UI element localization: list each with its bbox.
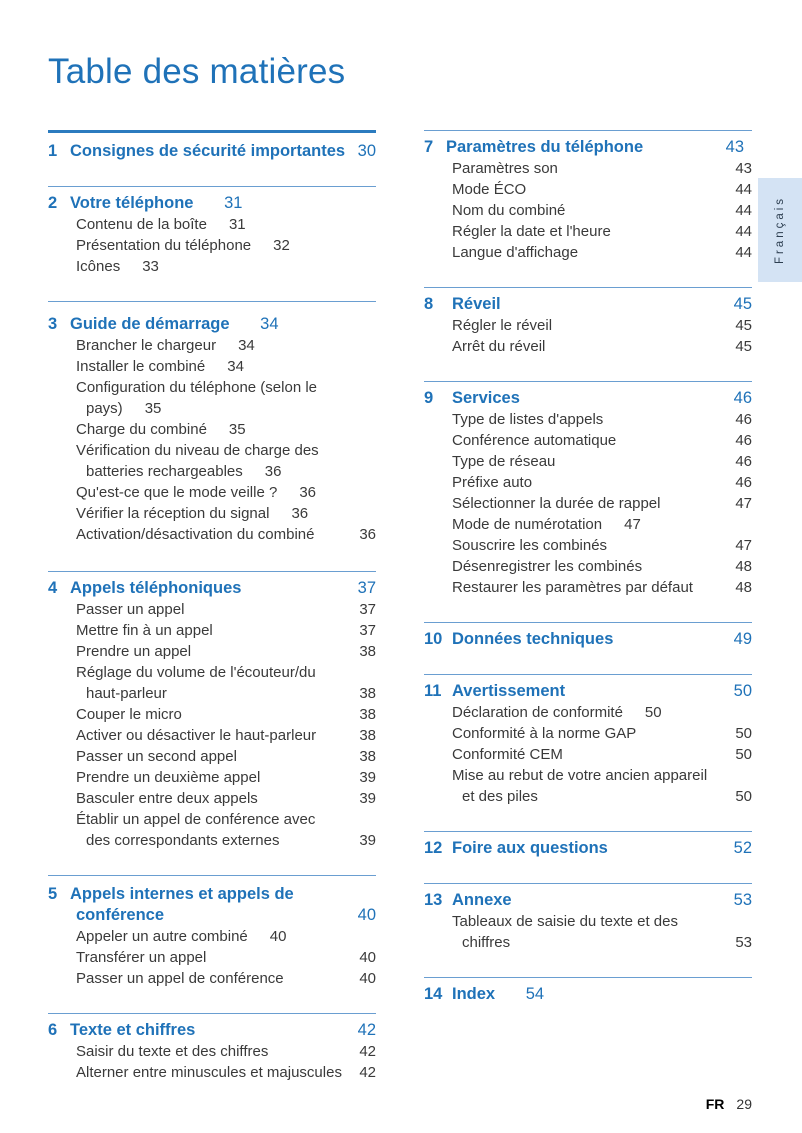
toc-entry[interactable]: Transférer un appel 40 xyxy=(76,949,376,966)
toc-entry[interactable]: Réglage du volume de l'écouteur/du haut-parleur 38 xyxy=(76,664,376,702)
toc-entry[interactable]: Type de listes d'appels 46 xyxy=(452,411,752,428)
toc-section-14 xyxy=(424,977,752,1005)
section-heading[interactable] xyxy=(424,890,752,911)
section-page: 37 xyxy=(357,579,376,597)
section-heading[interactable] xyxy=(424,137,752,158)
toc-entry[interactable]: Qu'est-ce que le mode veille ? 36 xyxy=(76,484,316,501)
toc-section-11 xyxy=(424,674,752,807)
section-divider xyxy=(48,186,376,187)
toc-entry[interactable]: Prendre un deuxième appel 39 xyxy=(76,769,376,786)
toc-entry[interactable]: Type de réseau 46 xyxy=(452,453,752,470)
toc-section-1 xyxy=(48,130,376,162)
toc-entry[interactable]: Alterner entre minuscules et majuscules 42 xyxy=(76,1064,376,1081)
toc-entry[interactable]: Souscrire les combinés 47 xyxy=(452,537,752,554)
section-heading[interactable] xyxy=(48,141,376,162)
section-heading[interactable] xyxy=(424,984,752,1005)
section-divider xyxy=(424,130,752,131)
section-title: Guide de démarrage xyxy=(70,315,230,333)
toc-entry[interactable]: Désenregistrer les combinés 48 xyxy=(452,558,752,575)
toc-right-column xyxy=(424,130,752,1005)
section-number: 14 xyxy=(424,985,443,1003)
toc-entry[interactable]: Langue d'affichage 44 xyxy=(452,244,752,261)
toc-entry[interactable]: Régler la date et l'heure 44 xyxy=(452,223,752,240)
section-number: 12 xyxy=(424,839,443,857)
toc-entry[interactable]: Brancher le chargeur 34 xyxy=(76,337,255,354)
section-title: Texte et chiffres xyxy=(70,1021,196,1039)
section-page: 50 xyxy=(733,682,752,700)
section-title: Votre téléphone xyxy=(70,194,194,212)
section-page: 43 xyxy=(725,138,744,156)
toc-entry[interactable]: Vérifier la réception du signal 36 xyxy=(76,505,309,522)
toc-left-column xyxy=(48,130,376,1083)
section-divider xyxy=(424,883,752,884)
section-title: Index xyxy=(452,985,496,1003)
toc-entry[interactable]: Mode de numérotation 47 xyxy=(452,516,641,533)
toc-entry[interactable]: Préfixe auto 46 xyxy=(452,474,752,491)
toc-entry[interactable]: Régler le réveil 45 xyxy=(452,317,752,334)
section-page: 34 xyxy=(260,315,279,333)
toc-entry[interactable]: Nom du combiné 44 xyxy=(452,202,752,219)
toc-entry[interactable]: Établir un appel de conférence avec des correspondants externes 39 xyxy=(76,811,376,849)
toc-section-4 xyxy=(48,571,376,851)
section-number: 11 xyxy=(424,682,442,700)
toc-entry[interactable]: Passer un appel 37 xyxy=(76,601,376,618)
section-title-cont: conférence xyxy=(76,906,165,924)
toc-section-10 xyxy=(424,622,752,650)
section-divider xyxy=(48,571,376,572)
section-number: 6 xyxy=(48,1021,58,1039)
section-number: 1 xyxy=(48,142,58,160)
toc-entry[interactable]: Restaurer les paramètres par défaut 48 xyxy=(452,579,752,596)
section-page: 42 xyxy=(357,1021,376,1039)
toc-entry[interactable]: Passer un appel de conférence 40 xyxy=(76,970,376,987)
section-number: 2 xyxy=(48,194,58,212)
toc-entry[interactable]: Charge du combiné 35 xyxy=(76,421,246,438)
toc-entry[interactable]: Déclaration de conformité 50 xyxy=(452,704,662,721)
toc-section-8 xyxy=(424,287,752,357)
section-divider xyxy=(424,622,752,623)
section-title: Données techniques xyxy=(452,630,614,648)
section-title: Réveil xyxy=(452,295,501,313)
section-heading[interactable] xyxy=(424,388,752,409)
section-heading[interactable] xyxy=(48,314,376,335)
toc-entry[interactable]: Présentation du téléphone 32 xyxy=(76,237,290,254)
toc-entry[interactable]: Appeler un autre combiné 40 xyxy=(76,928,287,945)
section-title: Consignes de sécurité importantes xyxy=(70,142,346,160)
section-page: 49 xyxy=(733,630,752,648)
section-divider xyxy=(424,674,752,675)
toc-section-12 xyxy=(424,831,752,859)
section-title: Paramètres du téléphone xyxy=(446,138,644,156)
toc-entry[interactable]: Saisir du texte et des chiffres 42 xyxy=(76,1043,376,1060)
footer-language: FR xyxy=(705,1096,725,1112)
toc-entry[interactable]: Mise au rebut de votre ancien appareil et des piles 50 xyxy=(452,767,752,805)
toc-section-7 xyxy=(424,130,752,263)
page-title: Table des matières xyxy=(48,52,346,91)
section-page: 52 xyxy=(733,839,752,857)
section-page: 45 xyxy=(733,295,752,313)
section-divider xyxy=(48,1013,376,1014)
page-footer xyxy=(706,1096,752,1112)
section-number: 9 xyxy=(424,389,434,407)
section-heading[interactable] xyxy=(48,193,376,214)
page-number: 29 xyxy=(736,1096,752,1112)
toc-entry[interactable]: Prendre un appel 38 xyxy=(76,643,376,660)
toc-entry[interactable]: Contenu de la boîte 31 xyxy=(76,216,246,233)
toc-entry[interactable]: Conformité CEM 50 xyxy=(452,746,752,763)
section-heading[interactable] xyxy=(48,884,376,926)
section-page: 30 xyxy=(357,142,376,160)
toc-entry[interactable]: Configuration du téléphone (selon le pays) 35 xyxy=(76,379,318,417)
section-title: Appels internes et appels de xyxy=(70,885,294,903)
toc-section-5 xyxy=(48,875,376,989)
section-number: 4 xyxy=(48,579,58,597)
language-tab xyxy=(758,178,802,282)
section-title: Annexe xyxy=(452,891,512,909)
section-divider xyxy=(424,381,752,382)
toc-entry[interactable]: Basculer entre deux appels 39 xyxy=(76,790,376,807)
section-divider xyxy=(48,875,376,876)
toc-entry[interactable]: Activer ou désactiver le haut-parleur 38 xyxy=(76,727,376,744)
section-number: 8 xyxy=(424,295,434,313)
toc-section-13 xyxy=(424,883,752,953)
toc-entry[interactable]: Installer le combiné 34 xyxy=(76,358,244,375)
toc-entry[interactable]: Activation/désactivation du combiné 36 xyxy=(76,526,376,543)
section-page: 31 xyxy=(224,194,243,212)
toc-section-3 xyxy=(48,301,376,545)
language-tab-label: Français xyxy=(774,195,786,265)
toc-entry[interactable]: Icônes 33 xyxy=(76,258,159,275)
section-divider xyxy=(424,287,752,288)
section-number: 3 xyxy=(48,315,58,333)
section-page: 54 xyxy=(525,985,545,1003)
section-page: 53 xyxy=(733,891,752,909)
toc-entry[interactable]: Conformité à la norme GAP 50 xyxy=(452,725,752,742)
section-page: 40 xyxy=(357,906,376,924)
toc-entry[interactable]: Couper le micro 38 xyxy=(76,706,376,723)
section-heading[interactable] xyxy=(424,629,752,650)
toc-section-6 xyxy=(48,1013,376,1083)
toc-entry[interactable]: Mode ÉCO 44 xyxy=(452,181,752,198)
toc-entry[interactable]: Mettre fin à un appel 37 xyxy=(76,622,376,639)
toc-entry[interactable]: Tableaux de saisie du texte et des chiffres 53 xyxy=(452,913,752,951)
section-title: Foire aux questions xyxy=(452,839,608,857)
section-divider xyxy=(48,301,376,302)
section-heading[interactable] xyxy=(424,294,752,315)
toc-entry[interactable]: Passer un second appel 38 xyxy=(76,748,376,765)
toc-entry[interactable]: Vérification du niveau de charge des batteries rechargeables 36 xyxy=(76,442,319,480)
section-heading[interactable] xyxy=(424,838,752,859)
section-page: 46 xyxy=(733,389,752,407)
toc-entry[interactable]: Arrêt du réveil 45 xyxy=(452,338,752,355)
section-heading[interactable] xyxy=(48,578,376,599)
section-title: Services xyxy=(452,389,520,407)
section-number: 13 xyxy=(424,891,443,909)
section-number: 7 xyxy=(424,138,434,156)
toc-entry[interactable]: Sélectionner la durée de rappel 47 xyxy=(452,495,752,512)
toc-entry[interactable]: Paramètres son 43 xyxy=(452,160,752,177)
section-divider xyxy=(424,831,752,832)
section-number: 5 xyxy=(48,885,58,903)
section-number: 10 xyxy=(424,630,443,648)
toc-section-2 xyxy=(48,186,376,277)
section-divider xyxy=(424,977,752,978)
toc-entry[interactable]: Conférence automatique 46 xyxy=(452,432,752,449)
section-title: Appels téléphoniques xyxy=(70,579,242,597)
toc-section-9 xyxy=(424,381,752,598)
section-title: Avertissement xyxy=(452,682,566,700)
section-heading[interactable] xyxy=(424,681,752,702)
section-divider xyxy=(48,130,376,133)
section-heading[interactable] xyxy=(48,1020,376,1041)
